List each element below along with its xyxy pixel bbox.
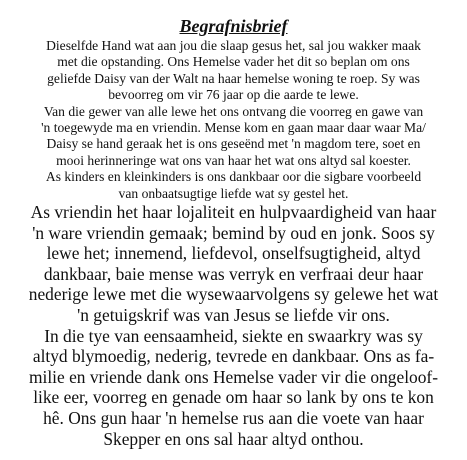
text-line: 'n toegewyde ma en vriendin. Mense kom en gaan maar daar waar Ma/ xyxy=(41,120,426,136)
text-line: Van die gewer van alle lewe het ons ontvang die voorreg en gawe van xyxy=(43,103,424,119)
text-line: lewe het; innemend, liefdevol, onselfsugtigheid, altyd xyxy=(46,243,421,264)
text-line: 'n getuigskrif was van Jesus se liefde vir ons. xyxy=(77,305,390,326)
text-line: dankbaar, baie mense was verryk en verfraai deur haar xyxy=(43,263,424,284)
text-line: As vriendin het haar lojaliteit en hulpvaardigheid van haar xyxy=(30,202,437,223)
text-line: Skepper en ons sal haar altyd onthou. xyxy=(103,428,364,449)
text-line: met die opstanding. Ons Hemelse vader het dit so beplan om ons xyxy=(57,54,410,70)
text-line: bevoorreg om vir 76 jaar op die aarde te lewe. xyxy=(108,87,359,103)
text-line: like eer, voorreg en genade om haar so lank by ons te kon xyxy=(33,387,434,408)
document-title: Begrafnisbrief xyxy=(179,16,288,36)
tribute-block-large xyxy=(6,202,461,449)
text-line: nederige lewe met die wysewaarvolgens sy gelewe het wat xyxy=(28,284,439,305)
text-line: mooi herinneringe wat ons van haar het wat ons altyd sal koester. xyxy=(56,152,411,168)
tribute-block-small xyxy=(6,38,461,202)
text-line: Dieselfde Hand wat aan jou die slaap gesus het, sal jou wakker maak xyxy=(46,38,421,53)
text-line: milie en vriende dank ons Hemelse vader vir die ongeloof- xyxy=(28,366,439,387)
text-line: hê. Ons gun haar 'n hemelse rus aan die voete van haar xyxy=(43,408,424,428)
text-line: geliefde Daisy van der Walt na haar hemelse woning te roep. Sy was xyxy=(47,70,420,86)
text-line: 'n ware vriendin gemaak; bemind by oud en jonk. Soos sy xyxy=(32,222,435,243)
text-line: altyd blymoedig, nederig, tevrede en dankbaar. Ons as fa- xyxy=(32,346,435,367)
text-line: As kinders en kleinkinders is ons dankbaar oor die sigbare voorbeeld xyxy=(45,169,422,185)
text-line: van onbaatsugtige liefde wat sy gestel het. xyxy=(118,185,349,201)
text-line: In die tye van eensaamheid, siekte en swaarkry was sy xyxy=(44,325,423,346)
text-line: Daisy se hand geraak het is ons geseënd met 'n magdom tere, soet en xyxy=(46,136,421,152)
